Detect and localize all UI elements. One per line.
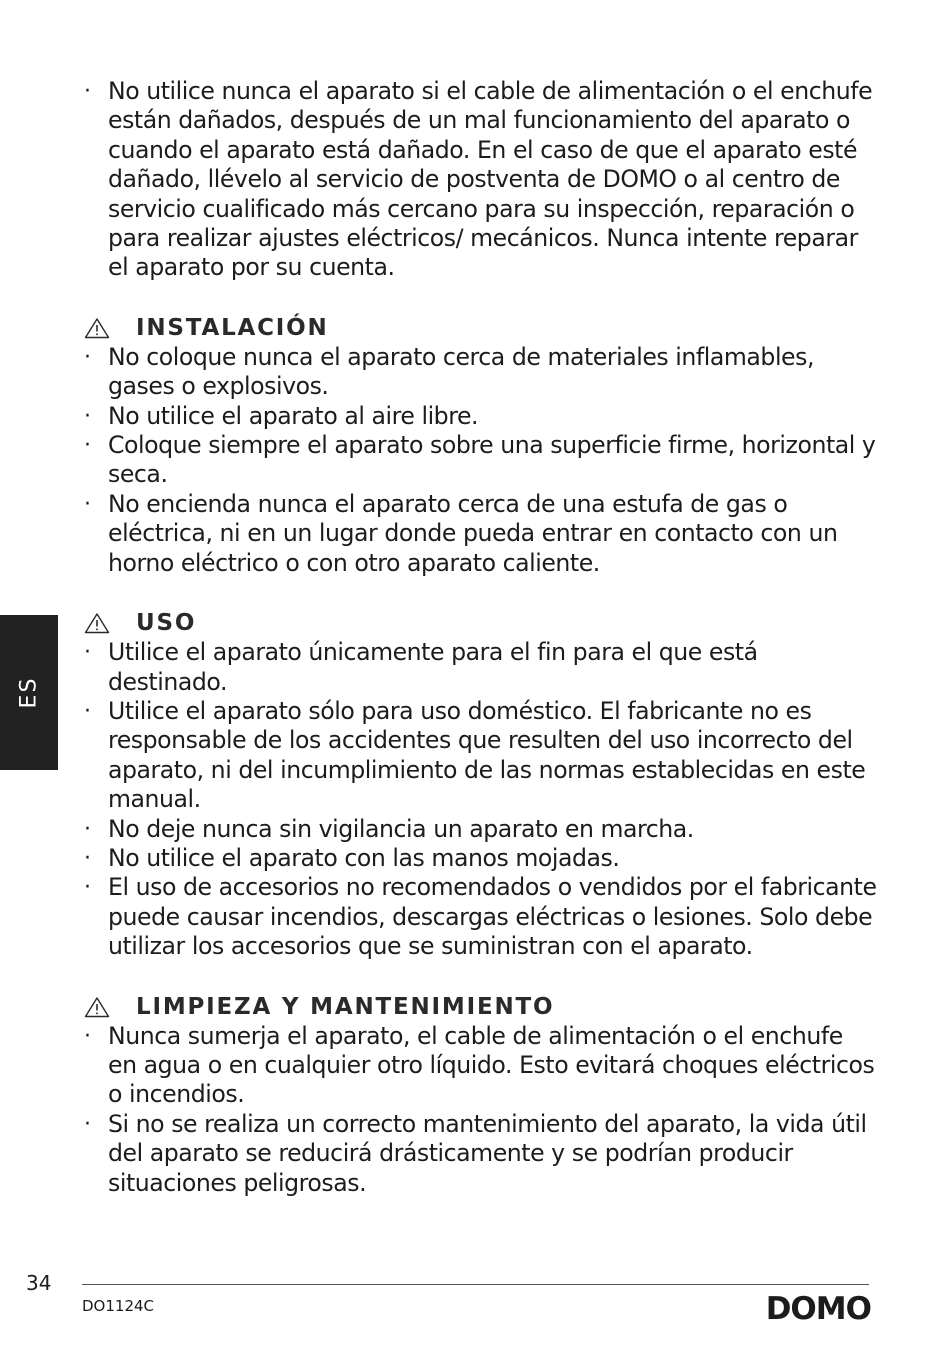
language-tab-label: ES [16,676,42,709]
list-item: · No utilice nunca el aparato si el cable de alimentación o el enchufe están dañados, después de un mal funcionamiento del aparato o cuando el aparato está dañado. En el caso de que el aparato esté dañado, llévelo al servicio de postventa de DOMO o al centro de servicio cualificado más cercano para su inspección, reparación o para realizar ajustes eléctricos/ mecánicos. Nunca intente reparar el aparato por su cuenta. [82,77,877,283]
list-item: · No encienda nunca el aparato cerca de una estufa de gas o eléctrica, ni en un lugar donde pueda entrar en contacto con un horno eléctrico o con otro aparato caliente. [82,490,877,578]
list-item: · Utilice el aparato únicamente para el fin para el que está destinado. [82,638,877,697]
list-item: · Nunca sumerja el aparato, el cable de alimentación o el enchufe en agua o en cualquier otro líquido. Esto evitará choques eléctricos o incendios. [82,1022,877,1110]
list-item: · El uso de accesorios no recomendados o vendidos por el fabricante puede causar incendios, descargas eléctricas o lesiones. Solo debe utilizar los accesorios que se suministran con el aparato. [82,873,877,961]
list-item: · Utilice el aparato sólo para uso doméstico. El fabricante no es responsable de los accidentes que resulten del uso incorrecto del aparato, ni del incumplimiento de las normas establecidas en este manual. [82,697,877,815]
section-title: LIMPIEZA Y MANTENIMIENTO [136,993,555,1020]
list-item: · Si no se realiza un correcto mantenimiento del aparato, la vida útil del aparato se reducirá drásticamente y se podrían producir situaciones peligrosas. [82,1110,877,1198]
warning-triangle-icon [84,612,110,634]
intro-list [82,77,877,283]
page-content [82,77,877,1198]
list-item: · No utilice el aparato con las manos mojadas. [82,844,877,873]
footer-divider [82,1284,869,1285]
section-list [82,1022,877,1198]
section-heading [82,313,877,343]
warning-triangle-icon [84,317,110,339]
section-list [82,343,877,578]
section-title: USO [136,610,197,637]
language-tab [0,615,58,770]
section-heading [82,608,877,638]
list-item: · No coloque nunca el aparato cerca de materiales inflamables, gases o explosivos. [82,343,877,402]
model-number: DO1124C [82,1297,155,1315]
warning-triangle-icon [84,996,110,1018]
section-limpieza [82,992,877,1198]
list-item: · No utilice el aparato al aire libre. [82,402,877,431]
section-uso [82,608,877,961]
section-heading [82,992,877,1022]
list-item: · Coloque siempre el aparato sobre una superficie firme, horizontal y seca. [82,431,877,490]
section-list [82,638,877,961]
brand-logo: DOMO [765,1291,871,1327]
page-number: 34 [26,1271,52,1295]
list-item: · No deje nunca sin vigilancia un aparato en marcha. [82,815,877,844]
section-title: INSTALACIÓN [136,314,329,341]
section-instalacion [82,313,877,578]
